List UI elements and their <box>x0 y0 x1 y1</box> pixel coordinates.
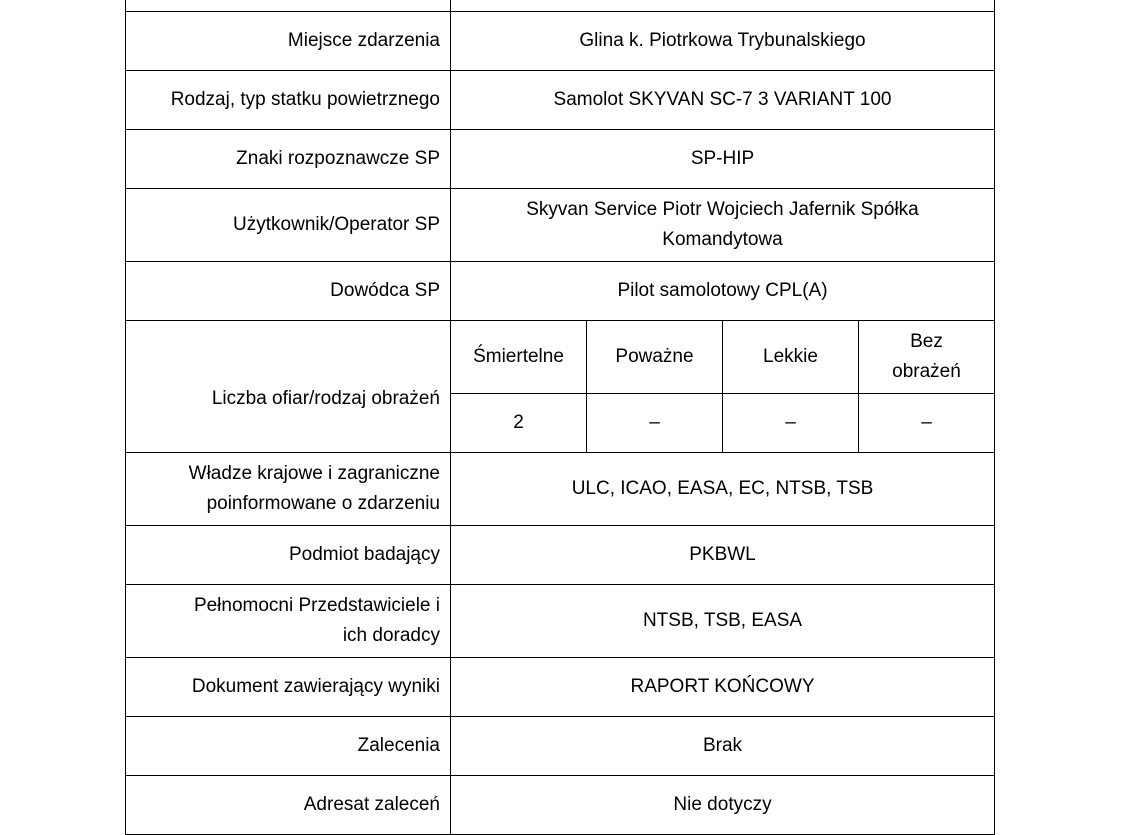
row-value <box>451 189 995 262</box>
table-row <box>126 0 995 12</box>
table-row <box>126 453 995 526</box>
table-row <box>126 776 995 835</box>
header-line: obrażeń <box>892 361 961 382</box>
label-line: Władze krajowe i zagraniczne <box>188 463 440 484</box>
table-row <box>126 526 995 585</box>
row-label: Zalecenia <box>126 717 451 776</box>
row-value: PKBWL <box>451 526 995 585</box>
label-line: poinformowane o zdarzeniu <box>206 493 440 514</box>
row-label: Użytkownik/Operator SP <box>126 189 451 262</box>
row-value: RAPORT KOŃCOWY <box>451 658 995 717</box>
casualty-header-minor: Lekkie <box>723 321 859 394</box>
label-line: Pełnomocni Przedstawiciele i <box>193 595 440 616</box>
table-row <box>126 717 995 776</box>
row-label: Liczba ofiar/rodzaj obrażeń <box>126 321 451 453</box>
row-value: Glina k. Piotrkowa Trybunalskiego <box>451 12 995 71</box>
table-row <box>126 130 995 189</box>
row-value: Brak <box>451 717 995 776</box>
casualty-value-minor: – <box>723 394 859 453</box>
table-row <box>126 658 995 717</box>
row-label: Dokument zawierający wyniki <box>126 658 451 717</box>
table-cell <box>451 0 995 12</box>
row-label: Dowódca SP <box>126 262 451 321</box>
casualty-header-fatal: Śmiertelne <box>451 321 587 394</box>
label-line: ich doradcy <box>342 625 440 646</box>
casualty-header-serious: Poważne <box>587 321 723 394</box>
table-row <box>126 262 995 321</box>
row-value: Nie dotyczy <box>451 776 995 835</box>
header-line: Bez <box>910 331 943 352</box>
incident-info-table <box>125 0 995 835</box>
casualty-header-none <box>859 321 995 394</box>
row-value: Pilot samolotowy CPL(A) <box>451 262 995 321</box>
row-label: Podmiot badający <box>126 526 451 585</box>
row-label: Adresat zaleceń <box>126 776 451 835</box>
row-label: Miejsce zdarzenia <box>126 12 451 71</box>
row-label: Rodzaj, typ statku powietrznego <box>126 71 451 130</box>
table-row <box>126 321 995 394</box>
table-row <box>126 189 995 262</box>
row-value: NTSB, TSB, EASA <box>451 585 995 658</box>
value-line: Skyvan Service Piotr Wojciech Jafernik Spółka <box>526 199 919 220</box>
table-row <box>126 71 995 130</box>
table-cell <box>126 0 451 12</box>
row-value: ULC, ICAO, EASA, EC, NTSB, TSB <box>451 453 995 526</box>
value-line: Komandytowa <box>662 229 783 250</box>
row-label: Znaki rozpoznawcze SP <box>126 130 451 189</box>
casualty-value-serious: – <box>587 394 723 453</box>
table-row <box>126 12 995 71</box>
table-row <box>126 585 995 658</box>
row-label <box>126 453 451 526</box>
row-label <box>126 585 451 658</box>
row-value: Samolot SKYVAN SC-7 3 VARIANT 100 <box>451 71 995 130</box>
row-value: SP-HIP <box>451 130 995 189</box>
casualty-value-fatal: 2 <box>451 394 587 453</box>
casualty-value-none: – <box>859 394 995 453</box>
